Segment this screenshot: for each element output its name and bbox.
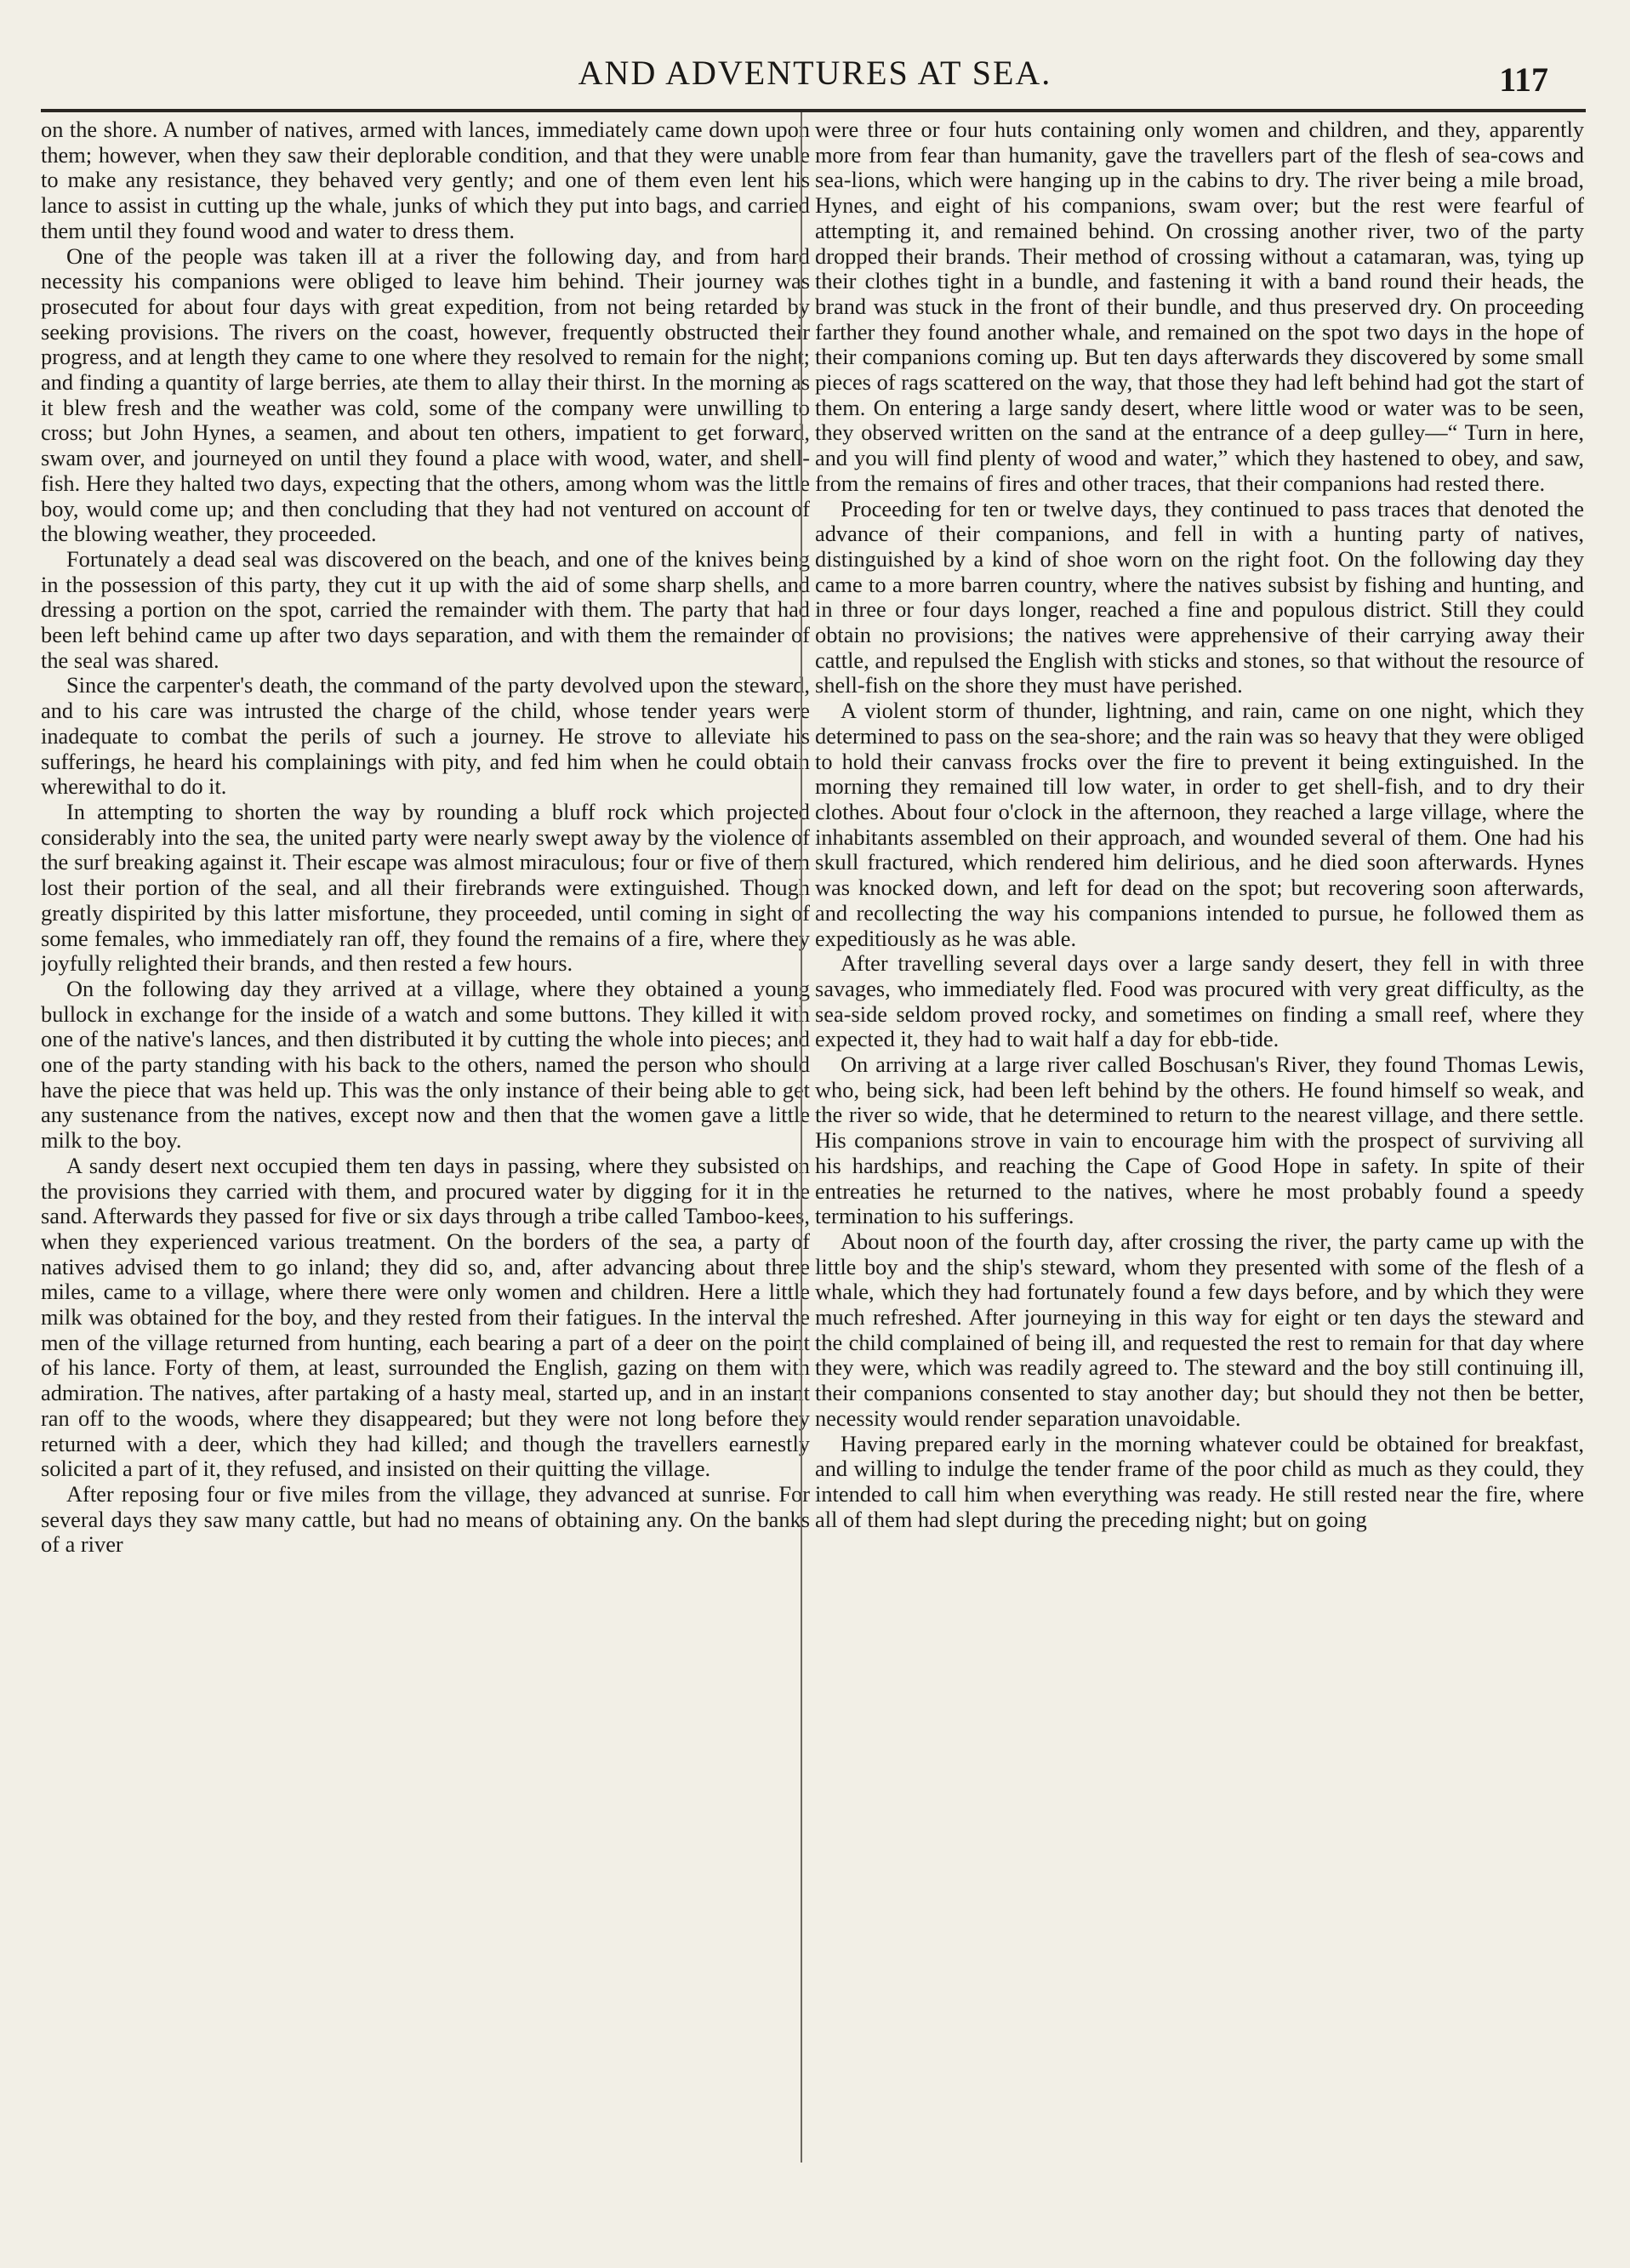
paragraph: Since the carpenter's death, the command of the party devolved upon the steward, and to his care was intrusted the charge of the child, whose tender years were inadequate to combat the perils of such a journey. He strove to alleviate his sufferings, he heard his complainings with pity, and fed him when he could obtain wherewithal to do it.: [41, 672, 810, 800]
paragraph: In attempting to shorten the way by rounding a bluff rock which projected considerably into the sea, the united party were nearly swept away by the violence of the surf breaking against it. Their escape was almost miraculous; four or five of them lost their portion of the seal, and all their firebrands were extinguished. Though greatly dispirited by this latter misfortune, they proceeded, until coming in sight of some females, who immediately ran off, they found the remains of a fire, where they joyfully relighted their brands, and then rested a few hours.: [41, 798, 810, 977]
page-number: 117: [1499, 60, 1548, 99]
column-divider: [801, 112, 802, 2163]
paragraph: After travelling several days over a large sandy desert, they fell in with three savages, who immediately fled. Food was procured with very great difficulty, as the sea-side seldom proved rocky, and sometimes on finding a small reef, where they expected it, they had to wait half a day for ebb-tide.: [815, 950, 1584, 1052]
paragraph: were three or four huts containing only women and children, and they, apparently more from fear than humanity, gave the travellers part of the flesh of sea-cows and sea-lions, which were hanging up in the cabins to dry. The river being a mile broad, Hynes, and eight of his companions, swam over; but the rest were fearful of attempting it, and remained behind. On crossing another river, two of the party dropped their brands. Their method of crossing without a catamaran, was, tying up their clothes tight in a bundle, and fastening it with a band round their heads, the brand was stuck in the front of their bundle, and thus preserved dry. On proceeding farther they found another whale, and remained on the spot two days in the hope of their companions coming up. But ten days afterwards they discovered by some small pieces of rags scattered on the way, that those they had left behind had got the start of them. On entering a large sandy desert, where little wood or water was to be seen, they observed written on the sand at the entrance of a deep gulley—“ Turn in here, and you will find plenty of wood and water,” which they hastened to obey, and saw, from the remains of fires and other traces, that their companions had rested there.: [815, 117, 1584, 496]
paragraph: One of the people was taken ill at a river the following day, and from hard necessity his companions were obliged to leave him behind. Their journey was prosecuted for about four days with great expedition, from not being retarded by seeking provisions. The rivers on the coast, however, frequently obstructed their progress, and at length they came to one where they resolved to remain for the night; and finding a quantity of large berries, ate them to allay their thirst. In the morning as it blew fresh and the weather was cold, some of the company were unwilling to cross; but John Hynes, a seamen, and about ten others, impatient to get forward, swam over, and journeyed on until they found a place with wood, water, and shell-fish. Here they halted two days, expecting that the others, among whom was the little boy, would come up; and then concluding that they had not ventured on account of the blowing weather, they proceeded.: [41, 242, 810, 547]
paragraph: On the following day they arrived at a village, where they obtained a young bullock in exchange for the inside of a watch and some buttons. They killed it with one of the native's lances, and then distributed it by cutting the whole into pieces; and one of the party standing with his back to the others, named the person who should have the piece that was held up. This was the only instance of their being able to get any sustenance from the natives, except now and then that the women gave a little milk to the boy.: [41, 975, 810, 1154]
running-head: AND ADVENTURES AT SEA.: [578, 54, 1052, 92]
paragraph: A sandy desert next occupied them ten days in passing, where they subsisted on the provisions they carried with them, and procured water by digging for it in the sand. Afterwards they passed for five or six days through a tribe called Tamboo-kees, when they experienced various treatment. On the borders of the sea, a party of natives advised them to go inland; they did so, and, after advancing about three miles, came to a village, where there were only women and children. Here a little milk was obtained for the boy, and they rested from their fatigues. In the interval the men of the village returned from hunting, each bearing a part of a deer on the point of his lance. Forty of them, at least, surrounded the English, gazing on them with admiration. The natives, after partaking of a hasty meal, started up, and in an instant ran off to the woods, where they disappeared; but they were not long before they returned with a deer, which they had killed; and though the travellers earnestly solicited a part of it, they refused, and insisted on their quitting the village.: [41, 1152, 810, 1482]
paragraph: On arriving at a large river called Boschusan's River, they found Thomas Lewis, who, being sick, had been left behind by the others. He found himself so weak, and the river so wide, that he determined to return to the nearest village, and there settle. His companions strove in vain to encourage him with the prospect of surviving all his hardships, and reaching the Cape of Good Hope in safety. In spite of their entreaties he returned to the natives, where he most probably found a speedy termination to his sufferings.: [815, 1051, 1584, 1229]
paragraph: About noon of the fourth day, after crossing the river, the party came up with the little boy and the ship's steward, whom they presented with some of the flesh of a whale, which they had fortunately found a few days before, and by which they were much refreshed. After journeying in this way for eight or ten days the steward and the child complained of being ill, and requested the rest to remain for that day where they were, which was readily agreed to. The steward and the boy still continuing ill, their companions consented to stay another day; but should they not then be better, necessity would render separation unavoidable.: [815, 1228, 1584, 1431]
paragraph: Fortunately a dead seal was discovered on the beach, and one of the knives being in the possession of this party, they cut it up with the aid of some sharp shells, and dressing a portion on the spot, carried the remainder with them. The party that had been left behind came up after two days separation, and with them the remainder of the seal was shared.: [41, 545, 810, 673]
paragraph: After reposing four or five miles from the village, they advanced at sunrise. For several days they saw many cattle, but had no means of obtaining any. On the banks of a river: [41, 1480, 810, 1558]
right-column: [815, 117, 1584, 2159]
header-rule: [41, 109, 1586, 112]
paragraph: Proceeding for ten or twelve days, they continued to pass traces that denoted the advance of their companions, and fell in with a hunting party of natives, distinguished by a kind of shoe worn on the right foot. On the following day they came to a more barren country, where the natives subsist by fishing and hunting, and in three or four days longer, reached a fine and populous district. Still they could obtain no provisions; the natives were apprehensive of their carrying away their cattle, and repulsed the English with sticks and stones, so that without the resource of shell-fish on the shore they must have perished.: [815, 495, 1584, 698]
paragraph: A violent storm of thunder, lightning, and rain, came on one night, which they determined to pass on the sea-shore; and the rain was so heavy that they were obliged to hold their canvass frocks over the fire to prevent it being extinguished. In the morning they remained till low water, in order to get shell-fish, and to dry their clothes. About four o'clock in the afternoon, they reached a large village, where the inhabitants assembled on their approach, and wounded several of them. One had his skull fractured, which rendered him delirious, and he died soon afterwards. Hynes was knocked down, and left for dead on the spot; but recovering soon afterwards, and recollecting the way his companions intended to pursue, he followed them as expeditiously as he was able.: [815, 698, 1584, 951]
paragraph: Having prepared early in the morning whatever could be obtained for breakfast, and willing to indulge the tender frame of the poor child as much as they could, they intended to call him when everything was ready. He still rested near the fire, where all of them had slept during the preceding night; but on going: [815, 1430, 1584, 1532]
paragraph: on the shore. A number of natives, armed with lances, immediately came down upon them; however, when they saw their deplorable condition, and that they were unable to make any resistance, they behaved very gently; and one of them even lent his lance to assist in cutting up the whale, junks of which they put into bags, and carried them until they found wood and water to dress them.: [41, 117, 810, 243]
left-column: [41, 117, 810, 2159]
